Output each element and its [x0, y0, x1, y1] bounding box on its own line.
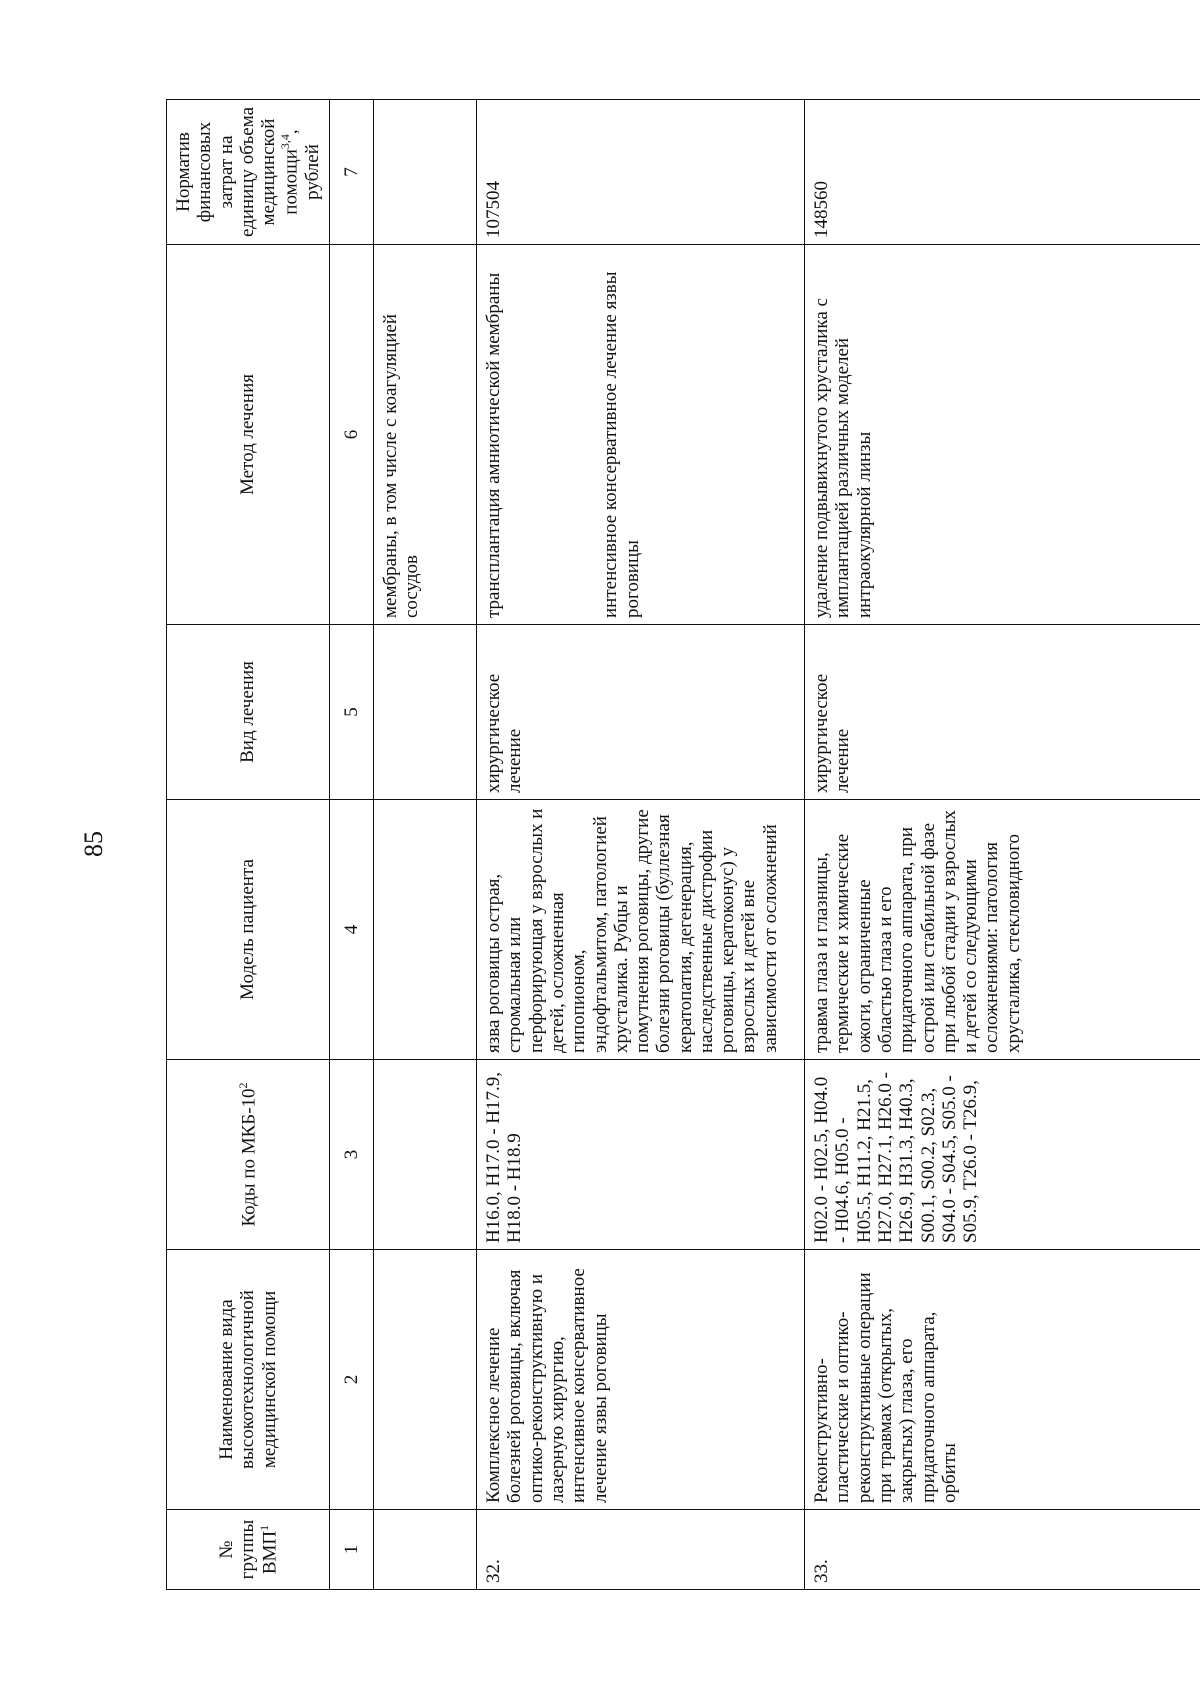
header-row	[167, 100, 330, 1590]
header-group-number: № группы ВМП$^1$	[167, 1510, 330, 1590]
treatment-method	[374, 245, 477, 625]
method-item: мембраны, в том числе с коагуляцией сосудов	[380, 313, 423, 618]
treatment-method	[805, 245, 1200, 625]
page-number: 85	[79, 831, 108, 857]
treatment-type: хирургическое лечение	[477, 625, 805, 800]
icd-codes	[374, 1060, 477, 1250]
table-row	[477, 100, 805, 1590]
group-number	[374, 1510, 477, 1590]
method-item: интенсивное консервативное лечение язвы роговицы	[600, 271, 643, 618]
group-number: 32.	[477, 1510, 805, 1590]
patient-model	[374, 800, 477, 1060]
patient-model: травма глаза и глазницы, термические и химические ожоги, ограниченные областью глаза и его придаточного аппарата, при острой или стабильной фазе при любой стадии у взрослых и детей со следующими осложнениями: патология хрусталика, стекловидного	[805, 800, 1200, 1060]
treatment-method	[477, 245, 805, 625]
method-item: удаление подвывихнутого хрусталика с имплантацией различных моделей интраокулярной линзы	[811, 298, 875, 618]
treatment-type: хирургическое лечение	[805, 625, 1200, 800]
table-row	[805, 100, 1200, 1590]
method-item: трансплантация амниотической мембраны	[483, 272, 505, 618]
cost-standard: 107504	[477, 100, 805, 245]
column-number: 2	[330, 1250, 374, 1510]
care-type-name: Реконструктивно-пластические и оптико-реконструктивные операции при травмах (открытых, закрытых) глаза, его придаточного аппарата, орбиты	[805, 1250, 1200, 1510]
group-number: 33.	[805, 1510, 1200, 1590]
column-number: 5	[330, 625, 374, 800]
column-number: 7	[330, 100, 374, 245]
header-care-type-name: Наименование вида высокотехнологичной медицинской помощи	[167, 1250, 330, 1510]
cost-standard	[374, 100, 477, 245]
patient-model: язва роговицы острая, стромальная или перфорирующая у взрослых и детей, осложненная гипопионом, эндофтальмитом, патологией хрусталика. Рубцы и помутнения роговицы, другие болезни роговицы (буллезная кератопатия, дегенерация, наследственные дистрофии роговицы, кератоконус) у взрослых и детей вне зависимости от осложнений	[477, 800, 805, 1060]
cost-standard: 148560	[805, 100, 1200, 245]
treatment-type	[374, 625, 477, 800]
vmp-table	[166, 99, 1200, 1590]
header-cost-standard: Норматив финансовых затрат на единицу объема медицинской помощи$^{3,4}$, рублей	[167, 100, 330, 245]
column-number-row	[330, 100, 374, 1590]
header-patient-model: Модель пациента	[167, 800, 330, 1060]
header-treatment-type: Вид лечения	[167, 625, 330, 800]
care-type-name: Комплексное лечение болезней роговицы, включая оптико-реконструктивную и лазерную хирургию, интенсивное консервативное лечение язвы роговицы	[477, 1250, 805, 1510]
column-number: 4	[330, 800, 374, 1060]
rotated-table-wrapper	[166, 100, 1200, 1590]
column-number: 6	[330, 245, 374, 625]
table-row	[374, 100, 477, 1590]
icd-codes: H02.0 - H02.5, H04.0 - H04.6, H05.0 - H05.5, H11.2, H21.5, H27.0, H27.1, H26.0 - H26.9, H31.3, H40.3, S00.1, S00.2, S02.3, S04.0 - S04.5, S05.0 - S05.9, T26.0 - T26.9,	[805, 1060, 1200, 1250]
header-icd-codes: Коды по МКБ-$10^2$	[167, 1060, 330, 1250]
column-number: 1	[330, 1510, 374, 1590]
icd-codes: H16.0, H17.0 - H17.9, H18.0 - H18.9	[477, 1060, 805, 1250]
care-type-name	[374, 1250, 477, 1510]
header-treatment-method: Метод лечения	[167, 245, 330, 625]
column-number: 3	[330, 1060, 374, 1250]
